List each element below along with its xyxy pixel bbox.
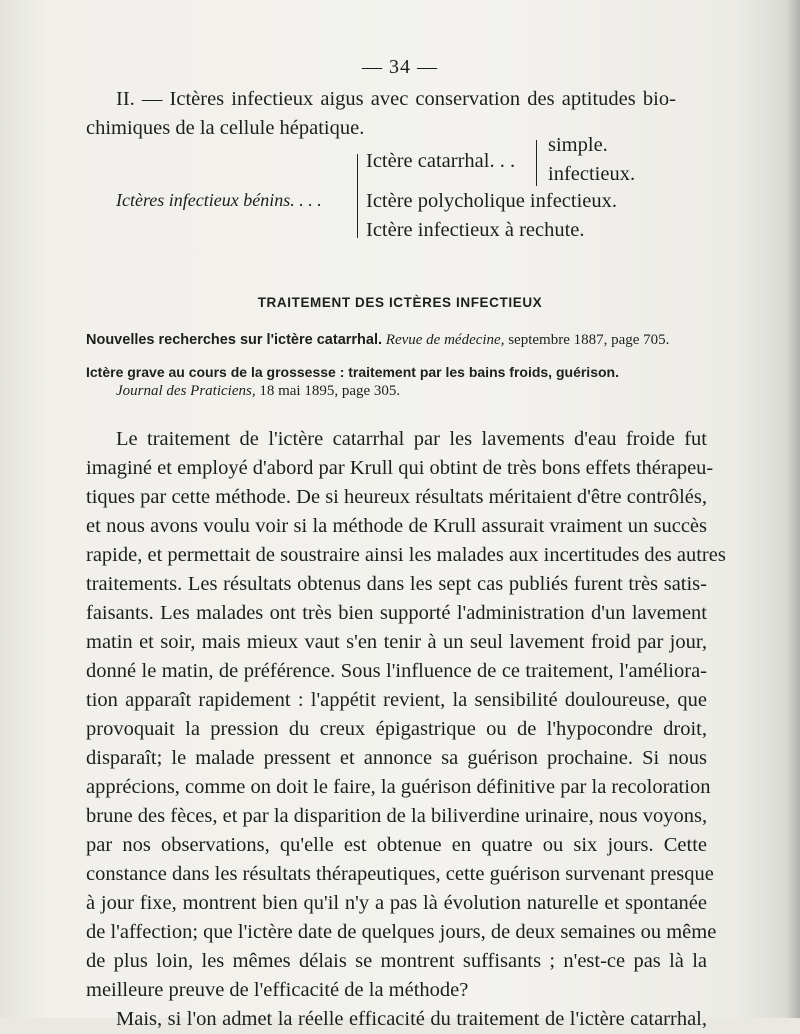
reference-2-source-line [116,383,400,400]
catarrhal-label: Ictère catarrhal. . . [366,150,516,172]
paragraph-1-line: imaginé et employé d'abord par Krull qui obtint de très bons effets thérapeu- [86,457,714,479]
paragraph-1-line: Le traitement de l'ictère catarrhal par les lavements d'eau froide fut [116,428,707,450]
inner-brace [536,140,537,186]
reference-2-title-line [86,364,619,382]
paragraph-1-line: tion apparaît rapidement : l'appétit revient, la sensibilité douloureuse, que [86,689,707,711]
polycholic-item: Ictère polycholique infectieux. [366,190,618,212]
reference-1-details: septembre 1887, page 705. [504,332,670,348]
paragraph-1-last-line: meilleure preuve de l'efficacité de la méthode? [86,979,469,1001]
paragraph-1-line: de plus loin, les mêmes délais se montrent suffisants ; n'est-ce pas là la [86,950,707,972]
paragraph-1-line: apprécions, comme on doit le faire, la guérison définitive par la recoloration [86,776,711,798]
book-spine-shadow [786,0,800,1018]
catarrhal-option-infectious: infectieux. [548,163,636,185]
reference-2-title: Ictère grave au cours de la grossesse : traitement par les bains froids, guérison. [86,364,619,380]
section-heading: TRAITEMENT DES ICTÈRES INFECTIEUX [257,295,543,310]
paragraph-1-line: et nous avons voulu voir si la méthode de Krull assurait vraiment un succès [86,515,707,537]
reference-1-title: Nouvelles recherches sur l'ictère catarrhal. [86,332,383,348]
paragraph-1-line: faisants. Les malades ont très bien supporté l'administration d'un lavement [86,602,707,624]
paragraph-1-line: traitements. Les résultats obtenus dans les sept cas publiés furent très satis- [86,573,707,595]
paragraph-1-line: rapide, et permettait de soustraire ainsi les malades aux incertitudes des autres [86,544,726,566]
paragraph-1-line: de l'affection; que l'ictère date de quelques jours, de deux semaines ou même [86,921,717,943]
paragraph-1-line: provoquait la pression du creux épigastrique ou de l'hypocondre droit, [86,718,707,740]
classification-group-label: Ictères infectieux bénins. . . . [116,190,322,210]
page-number: — 34 — [362,56,438,78]
outer-brace [357,154,358,238]
paragraph-1 [86,425,726,1034]
paragraph-1-line: donné le matin, de préférence. Sous l'influence de ce traitement, l'améliora- [86,660,707,682]
paragraph-2-first-line: Mais, si l'on admet la réelle efficacité du traitement de l'ictère catarrhal, [116,1008,707,1030]
paragraph-1-line: par nos observations, qu'elle est obtenue en quatre ou six jours. Cette [86,834,707,856]
catarrhal-option-simple: simple. [548,134,608,156]
paragraph-1-line: disparaît; le malade pressent et annonce sa guérison prochaine. Si nous [86,747,707,769]
paragraph-1-line: matin et soir, mais mieux vaut s'en tenir à un seul lavement froid par jour, [86,631,707,653]
reference-1 [86,332,669,349]
paragraph-1-line: brune des fèces, et par la disparition de la biliverdine urinaire, nous voyons, [86,805,708,827]
reference-2-details: 18 mai 1895, page 305. [255,383,401,399]
section-title-line-2: chimiques de la cellule hépatique. [86,117,365,139]
paragraph-1-line: à jour fixe, montrent bien qu'il n'y a pas là évolution naturelle et spontanée [86,892,707,914]
section-title-line-1: II. — Ictères infectieux aigus avec conservation des aptitudes bio- [116,88,676,110]
relapse-item: Ictère infectieux à rechute. [366,219,585,241]
paragraph-1-line: constance dans les résultats thérapeutiques, cette guérison survenant presque [86,863,714,885]
reference-1-journal: Revue de médecine, [385,332,505,348]
reference-2-journal: Journal des Praticiens, [116,383,256,399]
paragraph-1-line: tiques par cette méthode. De si heureux résultats méritaient d'être contrôlés, [86,486,707,508]
